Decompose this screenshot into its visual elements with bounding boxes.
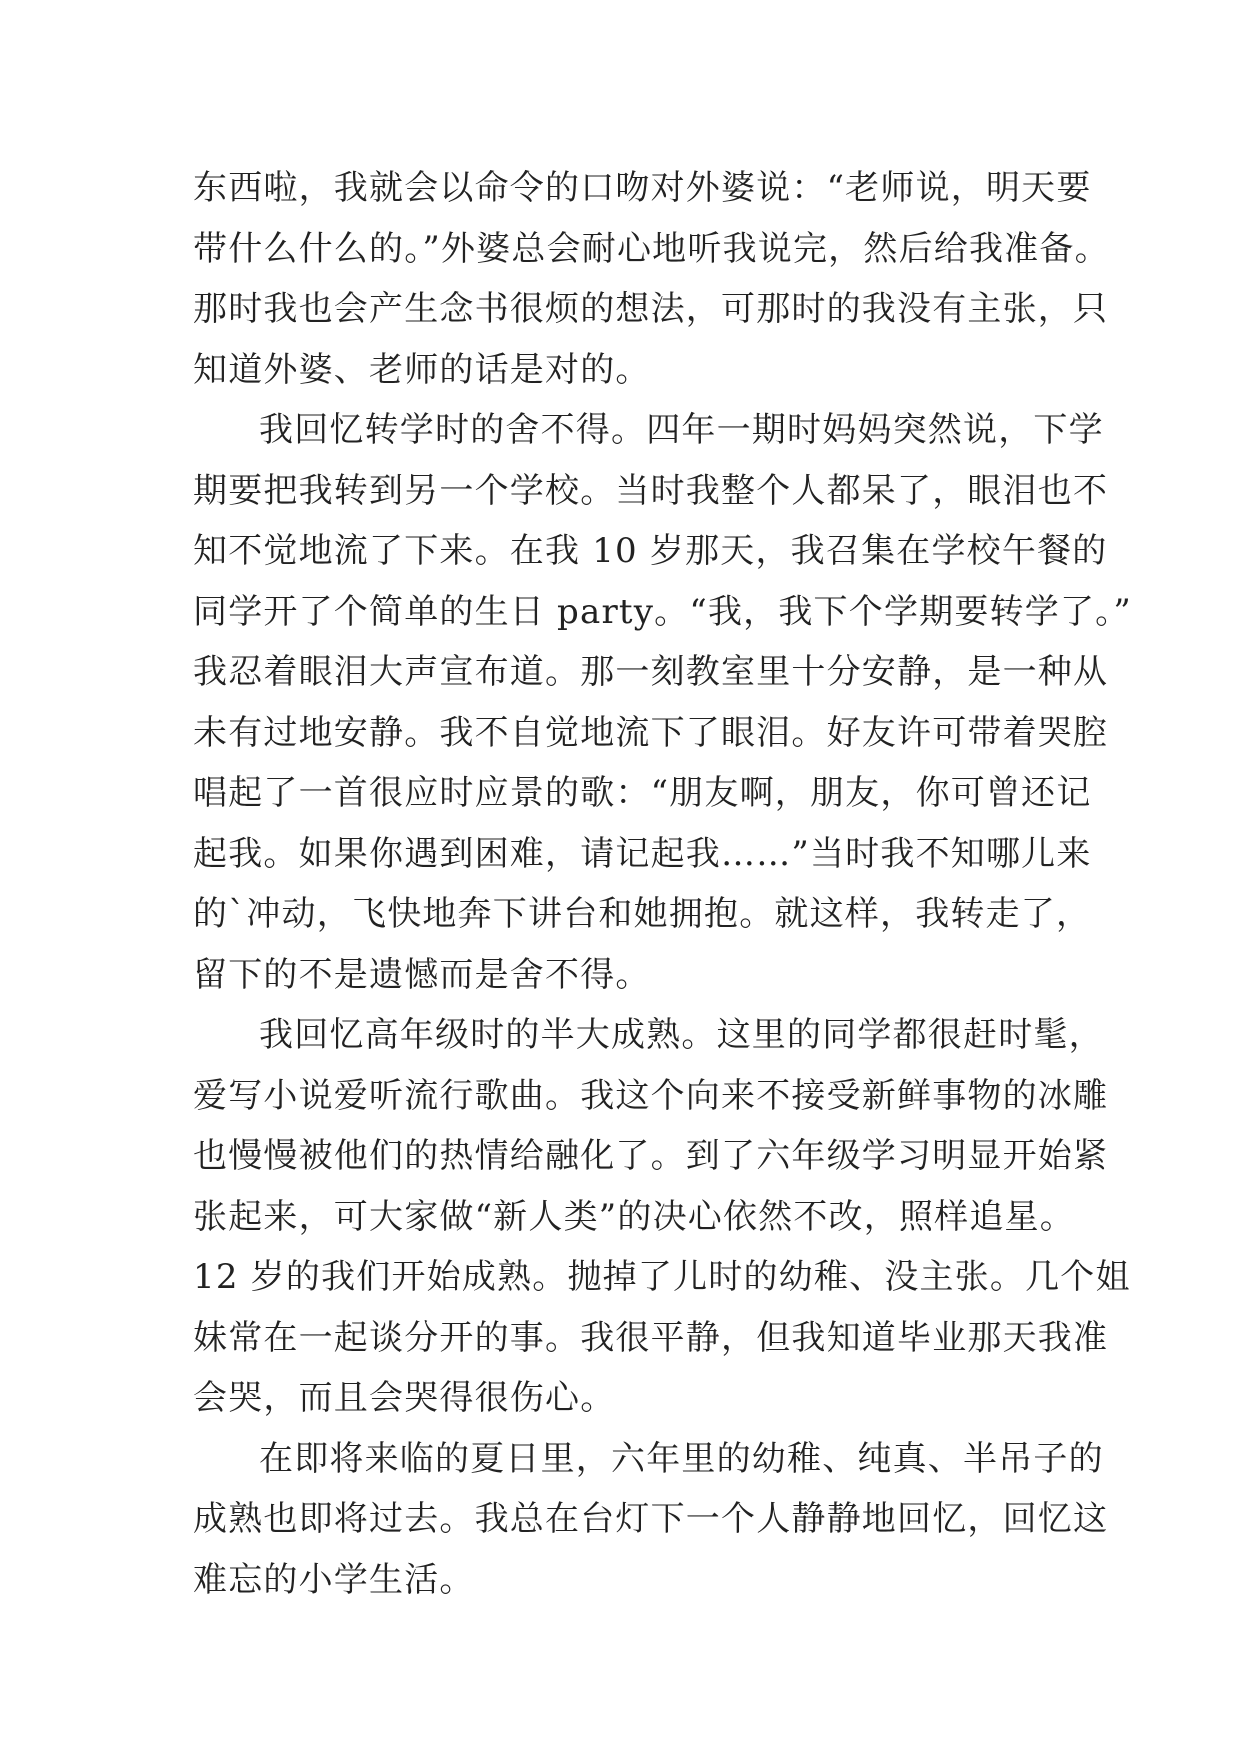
text-line: 难忘的小学生活。 <box>193 1559 475 1600</box>
text-line: 留下的不是遗憾而是舍不得。 <box>193 954 651 995</box>
text-line: 爱写小说爱听流行歌曲。我这个向来不接受新鲜事物的冰雕 <box>193 1075 1109 1116</box>
text-line: 妹常在一起谈分开的事。我很平静，但我知道毕业那天我准 <box>193 1317 1109 1358</box>
text-line: 张起来，可大家做“新人类”的决心依然不改，照样追星。 <box>193 1196 1075 1237</box>
text-line: 带什么什么的。”外婆总会耐心地听我说完，然后给我准备。 <box>193 228 1110 269</box>
text-line: 也慢慢被他们的热情给融化了。到了六年级学习明显开始紧 <box>193 1136 1109 1176</box>
text-line: 未有过地安静。我不自觉地流下了眼泪。好友许可带着哭腔 <box>193 712 1109 753</box>
text-line: 知不觉地流了下来。在我 10 岁那天，我召集在学校午餐的 <box>193 531 1108 571</box>
essay-body <box>193 158 1132 1610</box>
text-line: 那时我也会产生念书很烦的想法，可那时的我没有主张，只 <box>193 289 1109 329</box>
paragraph-first-line: 我回忆转学时的舍不得。四年一期时妈妈突然说，下学 <box>259 410 1104 450</box>
text-line: 同学开了个简单的生日 party。“我，我下个学期要转学了。” <box>193 591 1132 632</box>
text-line: 的`冲动，飞快地奔下讲台和她拥抱。就这样，我转走了， <box>193 894 1092 934</box>
paragraph-first-line: 我回忆高年级时的半大成熟。这里的同学都很赶时髦， <box>259 1015 1104 1055</box>
text-line: 起我。如果你遇到困难，请记起我……”当时我不知哪儿来 <box>193 833 1092 874</box>
text-line: 知道外婆、老师的话是对的。 <box>193 349 651 390</box>
text-line: 12 岁的我们开始成熟。抛掉了儿时的幼稚、没主张。几个姐 <box>193 1257 1131 1297</box>
text-line: 期要把我转到另一个学校。当时我整个人都呆了，眼泪也不 <box>193 470 1109 511</box>
text-line: 我忍着眼泪大声宣布道。那一刻教室里十分安静，是一种从 <box>193 652 1109 692</box>
text-line: 会哭，而且会哭得很伤心。 <box>193 1378 616 1418</box>
text-line: 东西啦，我就会以命令的口吻对外婆说：“老师说，明天要 <box>193 168 1092 208</box>
paragraph-first-line: 在即将来临的夏日里，六年里的幼稚、纯真、半吊子的 <box>259 1438 1104 1479</box>
text-line: 唱起了一首很应时应景的歌：“朋友啊，朋友，你可曾还记 <box>193 773 1092 813</box>
text-line: 成熟也即将过去。我总在台灯下一个人静静地回忆，回忆这 <box>193 1499 1109 1539</box>
